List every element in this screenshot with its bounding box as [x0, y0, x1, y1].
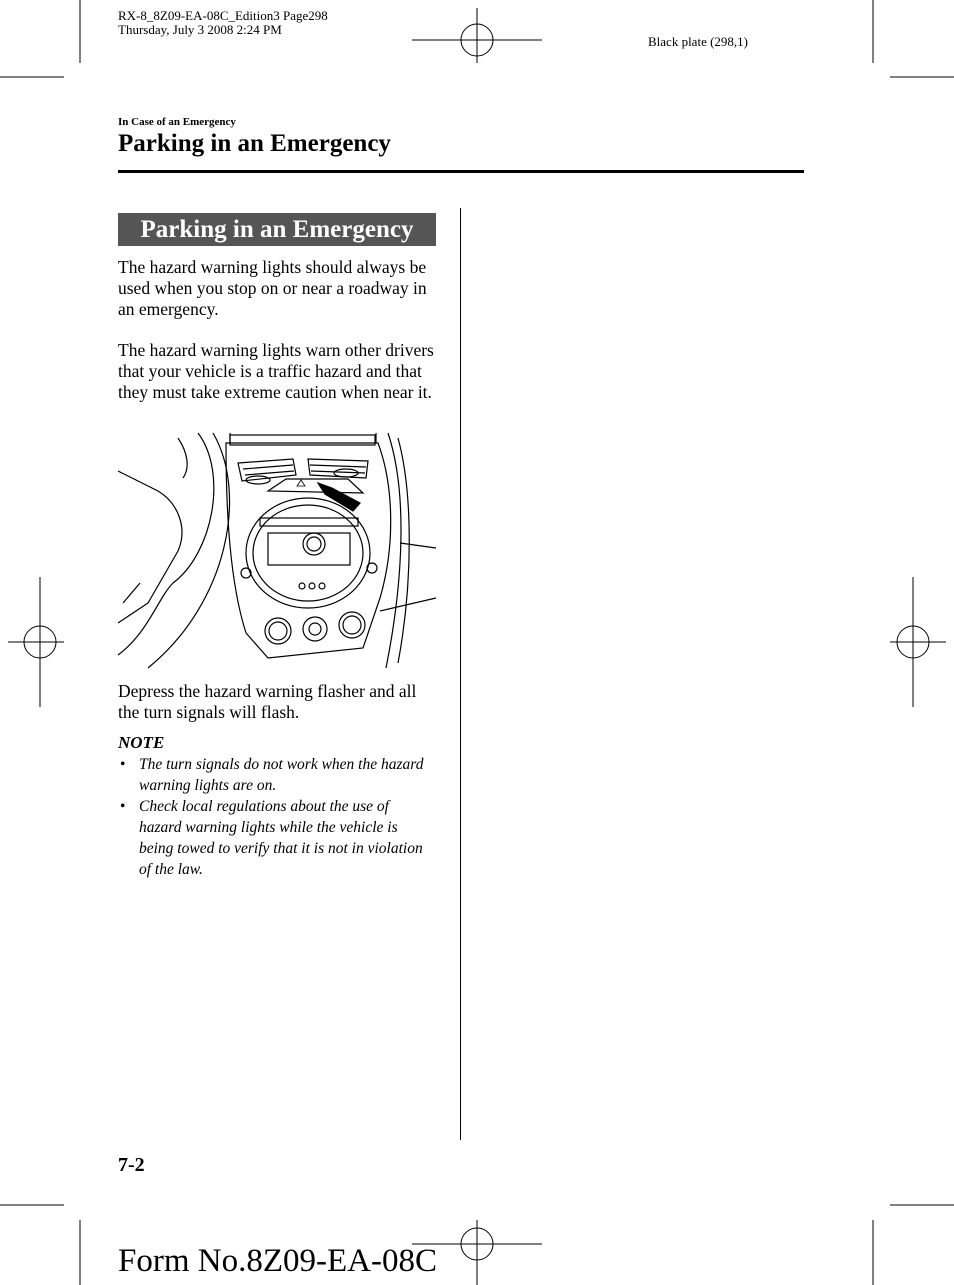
page-number: 7-2 [118, 1154, 145, 1176]
header-rule [118, 170, 804, 173]
note-title: NOTE [118, 733, 165, 752]
section-label: In Case of an Emergency [118, 116, 236, 128]
registration-target-left [8, 577, 64, 707]
paragraph-3: Depress the hazard warning flasher and all the turn signals will flash. [118, 681, 417, 722]
print-info-line1: RX-8_8Z09-EA-08C_Edition3 Page298 [118, 8, 328, 23]
bullet-icon: • [120, 756, 126, 773]
section-banner: Parking in an Emergency [118, 213, 436, 246]
note-text: The turn signals do not work when the hazard warning lights are on. [139, 756, 424, 794]
registration-target-right [890, 577, 946, 707]
hazard-switch-illustration [118, 433, 438, 668]
paragraph-2: The hazard warning lights warn other drivers that your vehicle is a traffic hazard and that they must take extreme caution when near it. [118, 340, 434, 402]
note-item [118, 796, 428, 880]
bullet-icon: • [120, 798, 126, 815]
registration-target-top [412, 8, 542, 63]
paragraph-1: The hazard warning lights should always be used when you stop on or near a roadway in an emergency. [118, 257, 427, 319]
plate-info: Black plate (298,1) [648, 34, 748, 49]
note-item [118, 754, 428, 796]
column-divider [460, 208, 461, 1140]
note-text: Check local regulations about the use of hazard warning lights while the vehicle is being towed to verify that it is not in violation of the law. [139, 798, 423, 878]
form-number: Form No.8Z09-EA-08C [118, 1243, 437, 1279]
print-info-line2: Thursday, July 3 2008 2:24 PM [118, 22, 282, 37]
page-title: Parking in an Emergency [118, 130, 391, 157]
note-list [118, 754, 428, 880]
